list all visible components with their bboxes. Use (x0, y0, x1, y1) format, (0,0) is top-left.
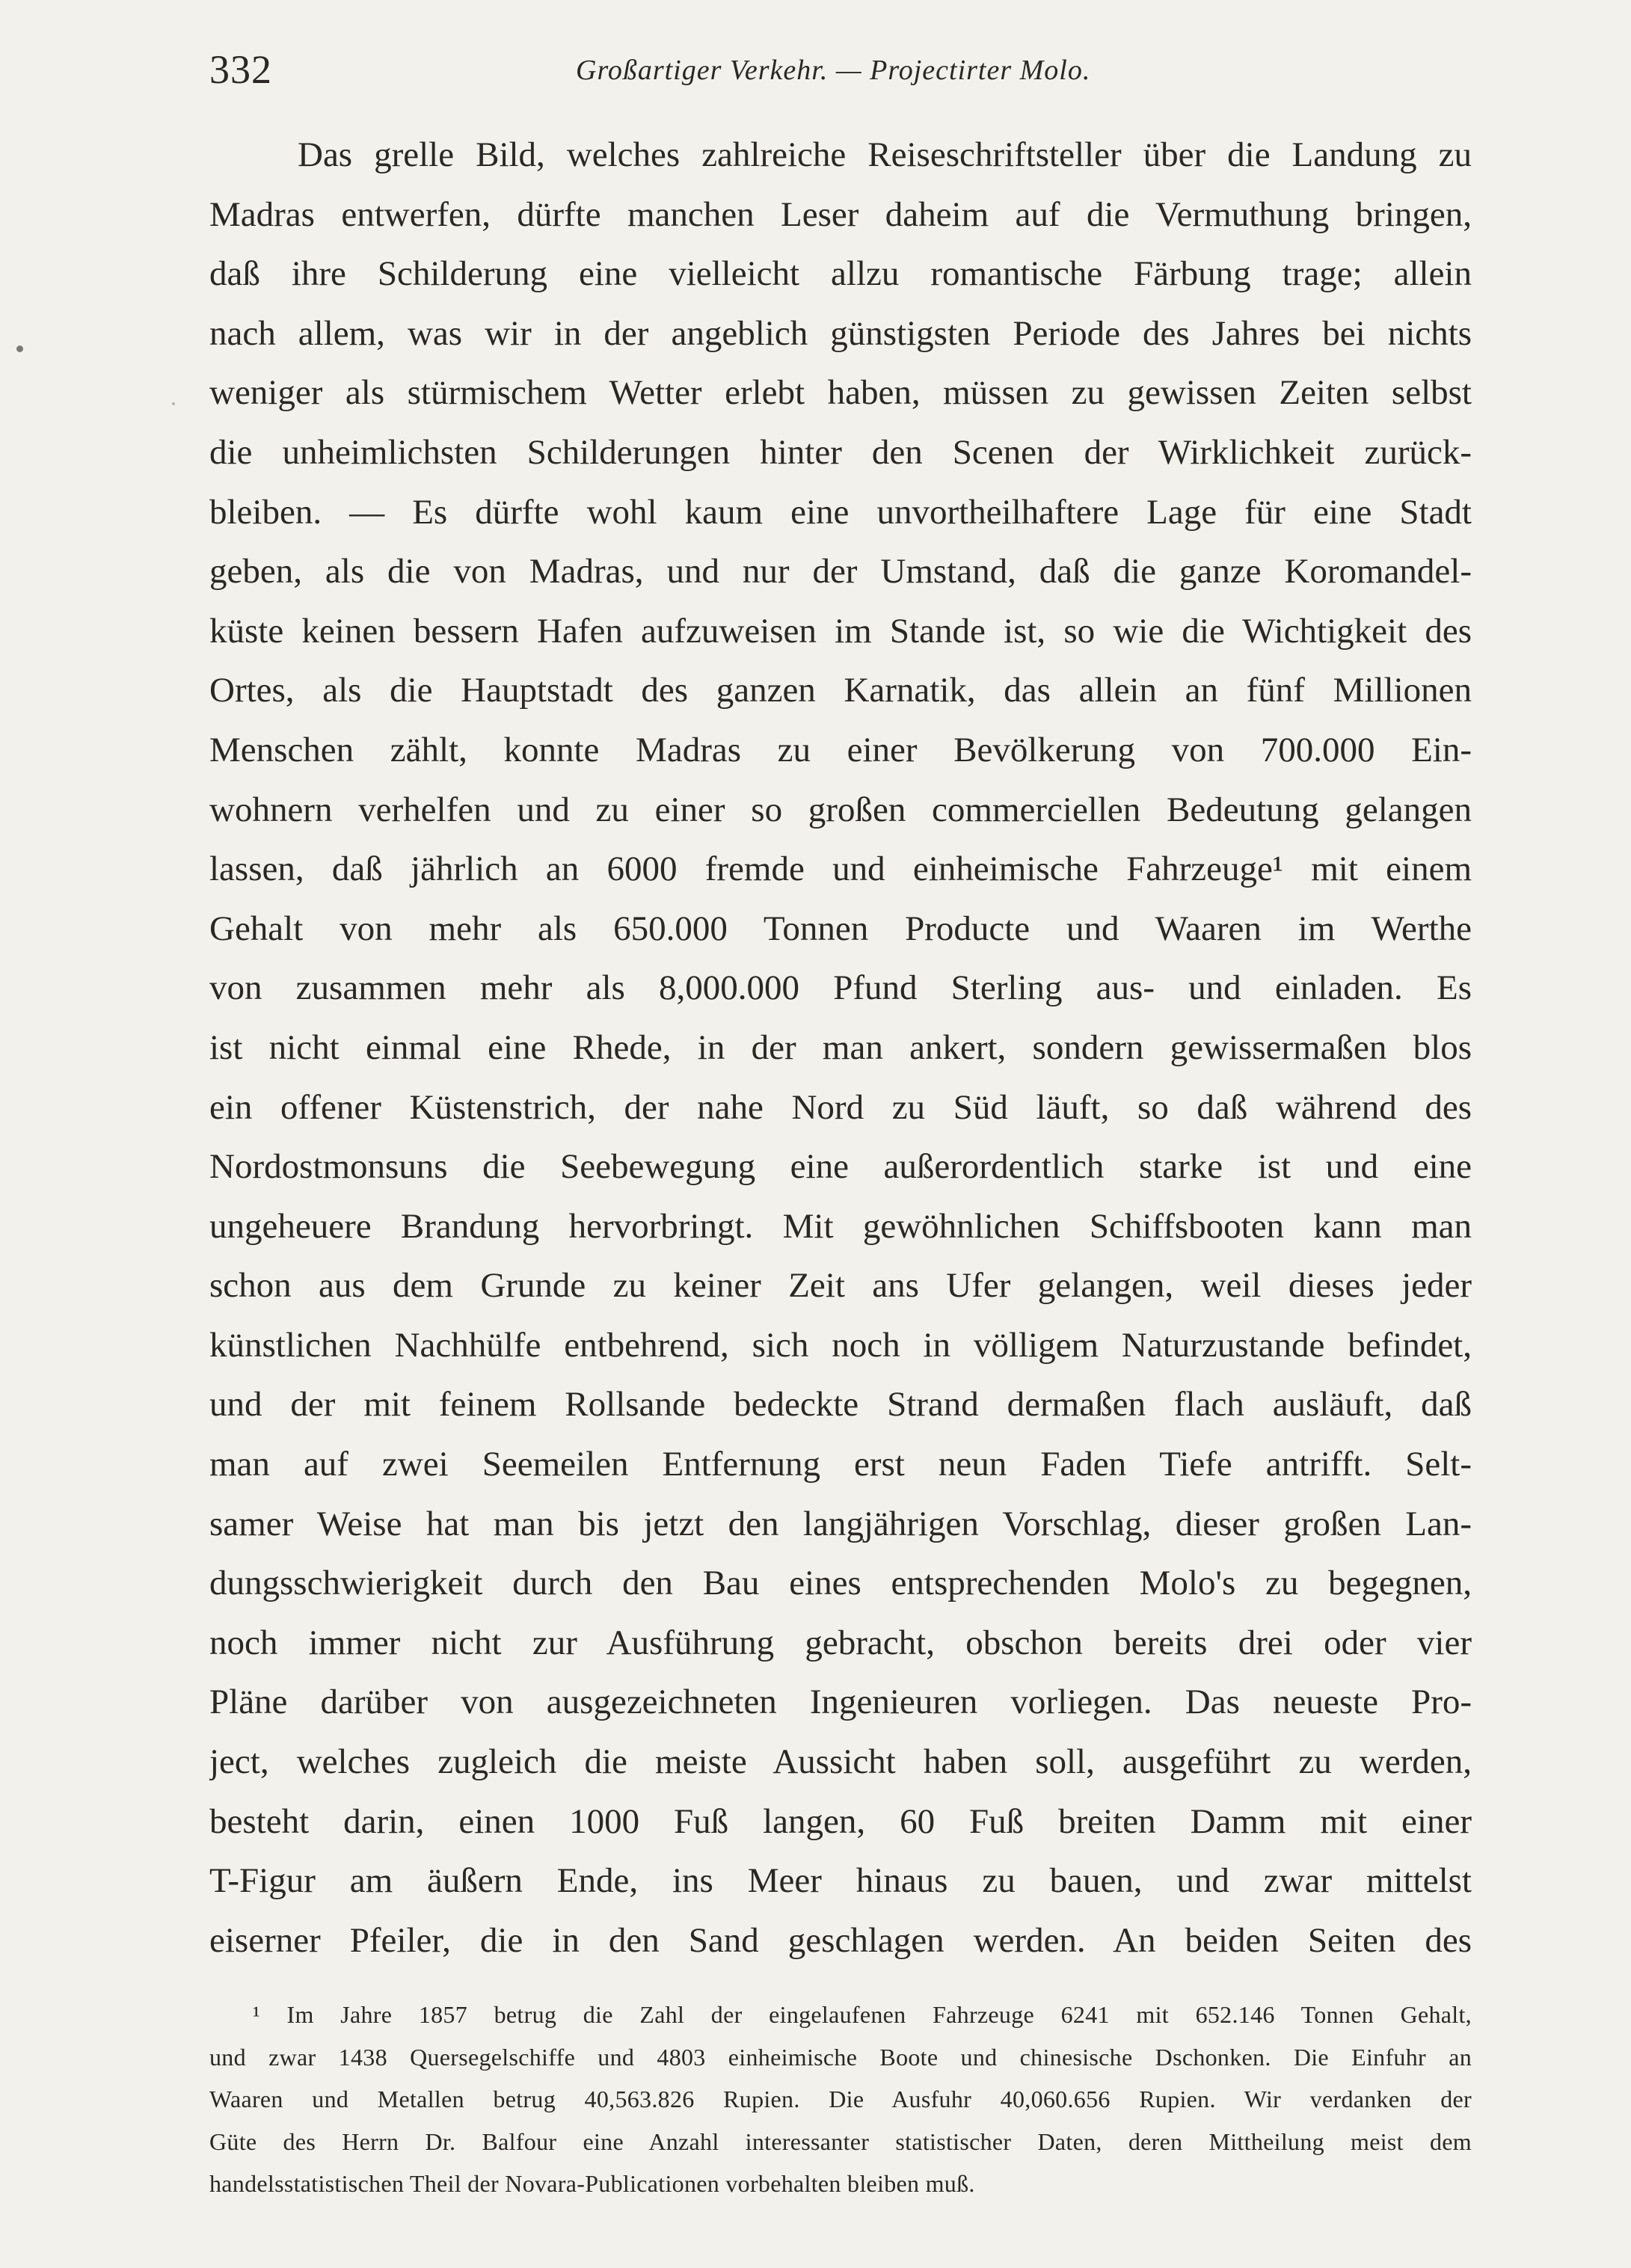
text-line: Ortes, als die Hauptstadt des ganzen Karnatik, das allein an fünf Millionen (209, 671, 1472, 710)
text-line: und der mit feinem Rollsande bedeckte Strand dermaßen flach ausläuft, daß (209, 1385, 1472, 1425)
text-line: von zusammen mehr als 8,000.000 Pfund Sterling aus- und einladen. Es (209, 968, 1472, 1008)
text-line: künstlichen Nachhülfe entbehrend, sich noch in völligem Naturzustande befindet, (209, 1325, 1472, 1365)
text-line: ungeheuere Brandung hervorbringt. Mit gewöhnlichen Schiffsbooten kann man (209, 1206, 1472, 1246)
text-line: besteht darin, einen 1000 Fuß langen, 60 Fuß breiten Damm mit einer (209, 1801, 1472, 1841)
text-line: daß ihre Schilderung eine vielleicht allzu romantische Färbung trage; allein (209, 254, 1472, 294)
text-line: küste keinen bessern Hafen aufzuweisen im Stande ist, so wie die Wichtigkeit des (209, 611, 1472, 651)
text-line: T-Figur am äußern Ende, ins Meer hinaus zu bauen, und zwar mittelst (209, 1861, 1472, 1901)
text-line: man auf zwei Seemeilen Entfernung erst neun Faden Tiefe antrifft. Selt- (209, 1445, 1472, 1484)
footnote-line: Güte des Herrn Dr. Balfour eine Anzahl interessanter statistischer Daten, deren Mittheilung meist dem (209, 2127, 1472, 2155)
main-text (209, 126, 1472, 1970)
text-line: samer Weise hat man bis jetzt den langjährigen Vorschlag, dieser großen Lan- (209, 1504, 1472, 1543)
footnote-line: handelsstatistischen Theil der Novara-Publicationen vorbehalten bleiben muß. (209, 2170, 975, 2197)
text-line: ist nicht einmal eine Rhede, in der man ankert, sondern gewissermaßen blos (209, 1027, 1472, 1067)
text-line: wohnern verhelfen und zu einer so großen commerciellen Bedeutung gelangen (209, 790, 1472, 829)
footnote-line: und zwar 1438 Quersegelschiffe und 4803 einheimische Boote und chinesische Dschonken. Die Einfuhr an (209, 2043, 1472, 2071)
text-line: weniger als stürmischem Wetter erlebt haben, müssen zu gewissen Zeiten selbst (209, 373, 1472, 413)
text-line: noch immer nicht zur Ausführung gebracht, obschon bereits drei oder vier (209, 1623, 1472, 1662)
footnote-line: Waaren und Metallen betrug 40,563.826 Rupien. Die Ausfuhr 40,060.656 Rupien. Wir verdanken der (209, 2086, 1472, 2112)
text-line: bleiben. — Es dürfte wohl kaum eine unvortheilhaftere Lage für eine Stadt (209, 492, 1472, 532)
text-line: ein offener Küstenstrich, der nahe Nord zu Süd läuft, so daß während des (209, 1087, 1472, 1127)
text-line: Pläne darüber von ausgezeichneten Ingenieuren vorliegen. Das neueste Pro- (209, 1682, 1472, 1722)
text-line: geben, als die von Madras, und nur der Umstand, daß die ganze Koromandel- (209, 552, 1472, 591)
text-line: eiserner Pfeiler, die in den Sand geschlagen werden. An beiden Seiten des (209, 1920, 1472, 1960)
text-line: Nordostmonsuns die Seebewegung eine außerordentlich starke ist und eine (209, 1147, 1472, 1187)
paper-speck (16, 345, 23, 352)
text-line: lassen, daß jährlich an 6000 fremde und einheimische Fahrzeuge¹ mit einem (209, 849, 1472, 889)
text-line: Madras entwerfen, dürfte manchen Leser daheim auf die Vermuthung bringen, (209, 194, 1472, 234)
text-line: Menschen zählt, konnte Madras zu einer Bevölkerung von 700.000 Ein- (209, 730, 1472, 769)
page-header (209, 46, 1466, 99)
text-line: die unheimlichsten Schilderungen hinter den Scenen der Wirklichkeit zurück- (209, 432, 1472, 472)
footnote-line: ¹ Im Jahre 1857 betrug die Zahl der eingelaufenen Fahrzeuge 6241 mit 652.146 Tonnen Gehalt, (253, 2001, 1472, 2028)
text-line: Das grelle Bild, welches zahlreiche Reiseschriftsteller über die Landung zu (298, 135, 1472, 174)
footnote (209, 1994, 1472, 2205)
text-line: dungsschwierigkeit durch den Bau eines entsprechenden Molo's zu begegnen, (209, 1564, 1472, 1603)
running-title: Großartiger Verkehr. — Projectirter Molo. (576, 55, 1091, 86)
text-line: ject, welches zugleich die meiste Aussicht haben soll, ausgeführt zu werden, (209, 1742, 1472, 1782)
text-line: Gehalt von mehr als 650.000 Tonnen Producte und Waaren im Werthe (209, 909, 1472, 948)
page-number: 332 (209, 47, 272, 92)
paper-speck (172, 402, 175, 405)
text-line: schon aus dem Grunde zu keiner Zeit ans Ufer gelangen, weil dieses jeder (209, 1266, 1472, 1306)
text-line: nach allem, was wir in der angeblich günstigsten Periode des Jahres bei nichts (209, 313, 1472, 353)
